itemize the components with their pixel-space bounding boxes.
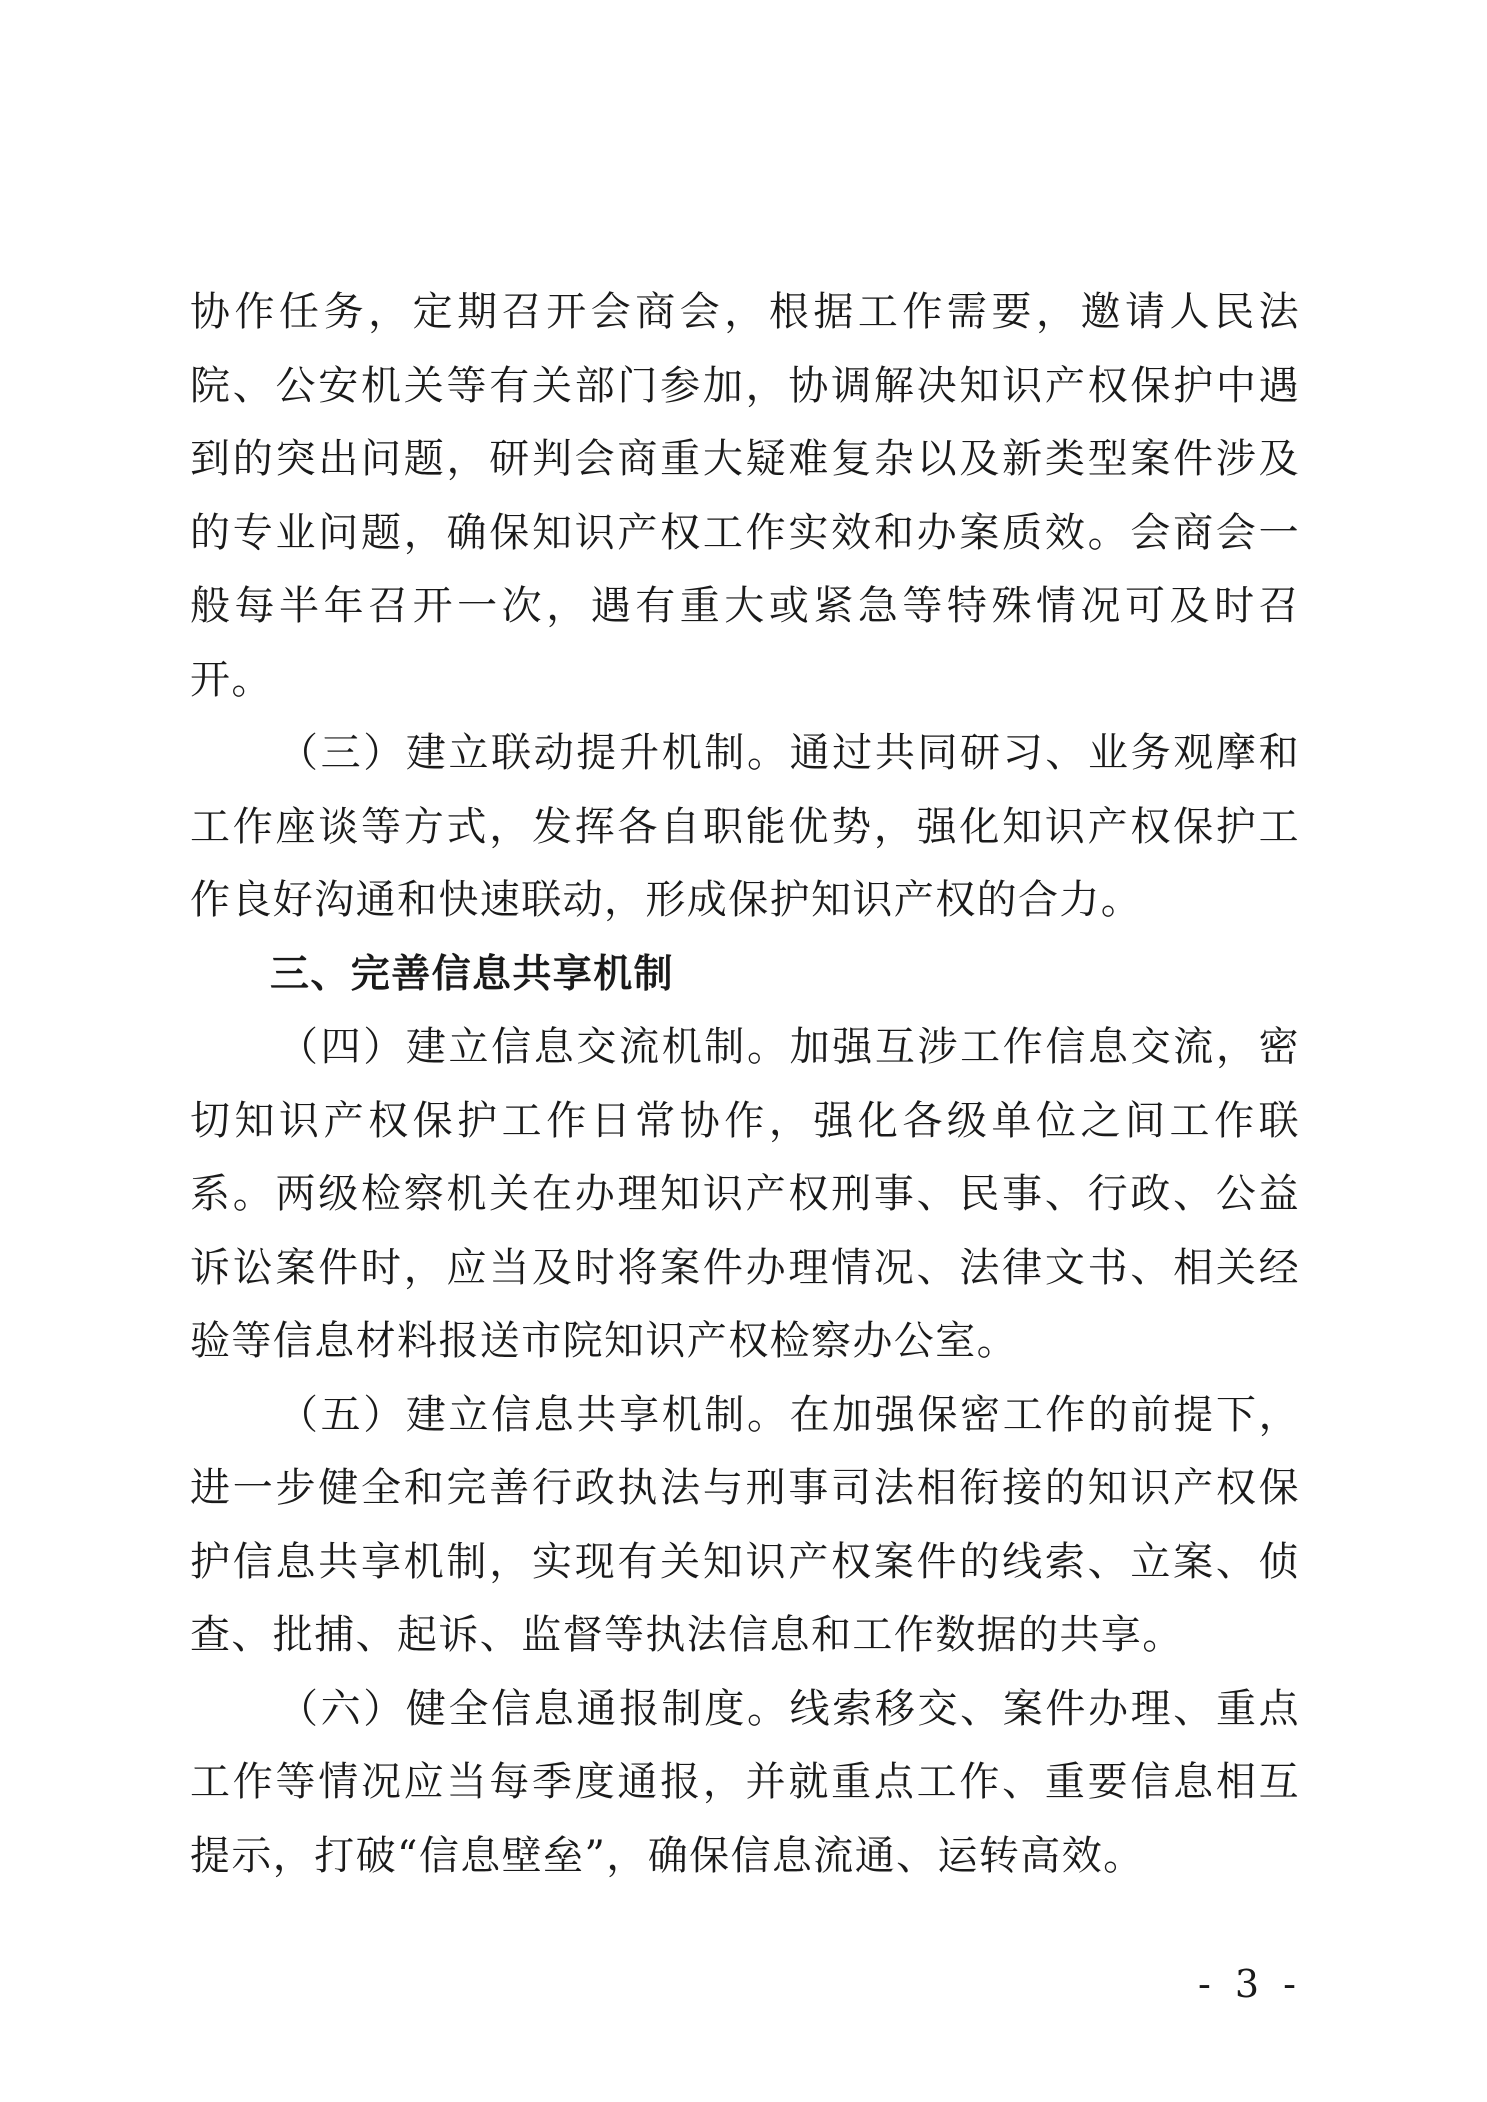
document-body bbox=[190, 276, 1300, 1893]
paragraph-lead: （三）建立联动提升机制。 bbox=[278, 730, 790, 776]
section-heading: 三、完善信息共享机制 bbox=[270, 951, 675, 997]
paragraph-info-reporting bbox=[190, 1673, 1300, 1894]
paragraph-continuation bbox=[190, 276, 1300, 717]
paragraph-text: 线索移交、案件办理、重点工作等情况应当每季度通报，并就重点工作、重要信息相互提示，打破“信息壁垒”，确保信息流通、运转高效。 bbox=[190, 1685, 1300, 1879]
paragraph-info-exchange bbox=[190, 1011, 1300, 1379]
paragraph-lead: （六）健全信息通报制度。 bbox=[278, 1685, 790, 1732]
page-number: - 3 - bbox=[1197, 1962, 1302, 2006]
paragraph-info-sharing bbox=[190, 1379, 1300, 1673]
paragraph-lead: （五）建立信息共享机制。 bbox=[278, 1391, 790, 1438]
paragraph-text: 协作任务，定期召开会商会，根据工作需要，邀请人民法院、公安机关等有关部门参加，协调解决知识产权保护中遇到的突出问题，研判会商重大疑难复杂以及新类型案件涉及的专业问题，确保知识产权工作实效和办案质效。会商会一般每半年召开一次，遇有重大或紧急等特殊情况可及时召开。 bbox=[190, 289, 1300, 703]
paragraph-text: 加强互涉工作信息交流，密切知识产权保护工作日常协作，强化各级单位之间工作联系。两级检察机关在办理知识产权刑事、民事、行政、公益诉讼案件时，应当及时将案件办理情况、法律文书、相关经验等信息材料报送市院知识产权检察办公室。 bbox=[190, 1024, 1300, 1364]
paragraph-text: 在加强保密工作的前提下，进一步健全和完善行政执法与刑事司法相衔接的知识产权保护信息共享机制，实现有关知识产权案件的线索、立案、侦查、批捕、起诉、监督等执法信息和工作数据的共享。 bbox=[190, 1391, 1300, 1658]
paragraph-text: 通过共同研习、业务观摩和工作座谈等方式，发挥各自职能优势，强化知识产权保护工作良好沟通和快速联动，形成保护知识产权的合力。 bbox=[190, 730, 1300, 923]
paragraph-lead: （四）建立信息交流机制。 bbox=[278, 1024, 790, 1070]
paragraph-linkage-mechanism bbox=[190, 717, 1300, 938]
